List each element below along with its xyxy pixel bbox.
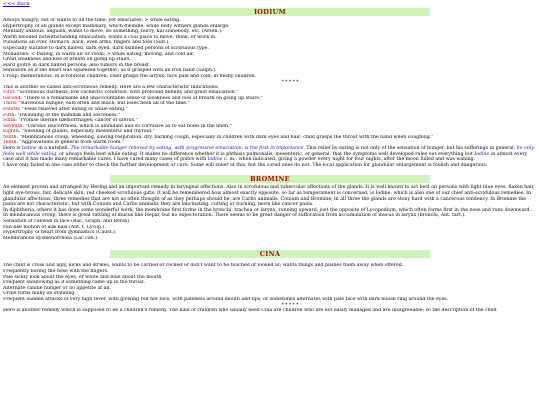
emphasis-text: he only feels well while eating, [3,146,535,157]
intro-text: This is another so-called anti-scrofulous remedy. Here are a few characteristic indications: [3,84,219,90]
closing-paragraph: I have only failed in one case either to check the further development or cure. Some will sneer at this, but the cured ones do not. The local application for glandular enlargement is foolish and dangerous. [3,162,488,168]
remedy-link[interactable]: Iodine [21,146,37,152]
keynote-line: Mentally anxious, anguish, wants to move, do something, hurry, kill somebody, etc. (Arsen.). [3,29,223,35]
text-run: in a nutshell. [36,146,71,152]
document-page [3,1,537,313]
keynote-line: Fan-like motion of alæ nasi (Ant. t. Lycop.). [3,224,106,230]
cina-keynotes [3,263,537,302]
indication-text: "Chronic leucorrhoea, which is abundant and so corrosive as to eat holes in the linen." [25,123,232,129]
indication-number: Second: [3,95,23,101]
keynote-line: The child is cross and ugly, kicks and strikes, wants to be carried or rocked or don't want to be touched or looked at; wants things and pushes them away when offered. [3,263,404,269]
remedy-link[interactable]: Iodine [474,151,490,157]
emphasis-text: The remarkable hunger relieved by eating, with progressive emaciation, is the first in importance. [70,146,305,152]
indication-text: "Scrofulous diathesis; low cachectic condition, with profound debility and great emaciation." [17,90,239,96]
remedy-link[interactable]: Iodine [207,157,223,163]
keynote-line: Alternate canine hunger or no appetite at all. [3,285,111,291]
keynote-line: Pulsations all over, stomach, back, even arms, fingers and toes (Sulf.). [3,40,170,46]
keynote-line: Hypertrophy of all glands except mammary, which dwindle; while body withers glands enlarge. [3,23,230,29]
keynote-line: Pale sickly look about the eyes, or white and blue about the mouth. [3,274,163,280]
indication-number: Eighth. [3,129,21,135]
indication-text: "Feels relieved after eating or while eating." [22,106,128,112]
bromine-paragraph-2: In diphtheria, where it has done some wonderful work, the membrane first forms in the bronchi, trachea or larynx, running upward, just the opposite of Lycopodium, which often forms first in the nose and runs downward. [3,207,531,213]
cina-paragraph: Here is another remedy which is supposed to be a children's remedy. The kind of children who usually need Cina are children who are not easily managed and are disagreeable; so the description of the child [3,307,497,313]
indication-text: "Ravenous hunger; eats often and much, but loses flesh all of the time." [18,101,190,107]
section-separator: * * * * * [281,302,299,308]
iodium-keynotes [3,18,537,80]
keynote-line: Hypertrophy of heart from gymnastics (Caust.). [3,230,117,236]
keynote-line: Warm blooded notwithstanding emaciation; wants a cool place to move, think, or work in. [3,34,217,40]
keynote-line: Membranous dysmenorrhœa (Lac can.). [3,235,99,241]
keynote-line: Great weakness and loss of breath on going up stairs. [3,57,132,63]
keynote-line: Modalities: < fasting, in warm air or room; > while eating; moving, and cold air. [3,51,195,57]
back-link[interactable]: <<< Back [3,1,30,7]
keynote-line: Sensation of cobweb in face (Bar., Graph. and Borax). [3,219,131,224]
indication-number: Ninth: [3,134,19,140]
keynote-line: Frequently boring the nose with the fingers. [3,268,109,274]
section-heading-bromine: BROMINE [110,175,430,183]
keynote-line: Hard goitre in dark haired persons; also tumors in the breast. [3,62,151,68]
section-separator: * * * * * [281,79,299,85]
section-heading-iodium: IODIUM [110,8,430,16]
bromine-paragraph-1: An element proven and arranged by Hering and an important remedy in laryngeal affections. Also in scrofulous and tubercular affections of the glands. It is well known to act best on persons with light blue eyes, flaxen hair, light eye-brows, fair, delicate skin, red cheeked scrofulous girls. It will be remembered how almost exactly opposite, so far as temperament is concerned, is Iodine, which is also one of our chief anti-scrofulous remedies. In glandular affections, three remedies that are not as often thought of as they perhaps should be, are Carbo animalis, Conium and Bromine; in all three the glands are stony hard with a cancerous tendency. In Bromine the pains are not characteristic, but with Conium and Carbo animalis they are lancinating, cutting or burning, more like cancer pains. [3,185,535,208]
indication-number: Tenth: [3,140,19,146]
text-run: c. m., when indicated, giving a powder every night for four nights, after the moon fulled and was waning. [222,157,476,163]
indication-text: "Swelling of glands, especially mesenteric and thyroid." [21,129,155,135]
keynote-line: Always hungry; eat or wants to all the time, yet emaciates; > while eating. [3,18,181,23]
bromine-keynotes [3,219,537,241]
numbered-indications [3,90,537,146]
indication-number: Seventh: [3,123,24,129]
indication-number: Fourth: [3,106,21,112]
text-run: This relief by eating is not only of the sensation of hunger, but his sufferings in general; [304,146,517,152]
text-run: or always feels best while eating. It makes no difference whether it is phthisis pulmonalis, mesenteric, or general, that the symptoms well developed rules out everything but [57,151,475,157]
keynote-line: Especially suitable to dark haired, dark eyed, dark skinned persons of scrofulous type. [3,45,209,51]
text-run: Here is [3,146,22,152]
indication-text: "Profuse uterine hæmorrhages; cancer of uterus." [18,118,138,124]
indication-number: Sixth: [3,118,17,124]
indication-text: "Membranous croup, wheezing, sawing respiration, dry, barking cough, especially in children with dark eyes and hair; child grasps the throat with the hand when coughing." [19,134,434,140]
indication-number: First: [3,90,16,96]
keynote-line: Frequent swallowing as if something came up in the throat. [3,280,146,286]
indication-number: Fifth: [3,112,16,118]
nutshell-paragraph [3,146,537,163]
bromine-paragraph-3: In membranous croup, there is great rattling of mucus like Hepar, but no expectoration. There seems to be great danger of suffocation from accumulation of mucus in larynx (bronchi, Ant. tart.). [3,213,466,219]
indication-text: "Dwindling of the mammæ and sorceness." [17,112,121,118]
keynote-line: Sensation as if the heart was squeezed together; as if grasped with an iron hand (Sulph.). [3,68,217,74]
section-heading-cina: CINA [110,250,430,258]
indication-number: Third: [3,101,18,107]
text-run: in almost every case and it has made many remarkable cures. I have cured many cases of goitre with [3,151,528,163]
indication-text: "There is a remarkable and unaccountable sense of weakness and loss of breath on going up stairs." [23,95,263,101]
keynote-line: Urine turns milky on standing. [3,291,76,297]
keynote-line: Croup; membranous; in scrofulous children; child grasps the larynx; face pale and cold; in fleshy children. [3,73,257,79]
keynote-line: Frequent sudden attacks of very high fever, with glowing red hot face, with paleness around mouth and lips, or sometimes alternates with pale face with dark bluish ring around the eyes. [3,296,449,302]
indication-text: "Aggravations in general from warm room." [19,140,124,146]
